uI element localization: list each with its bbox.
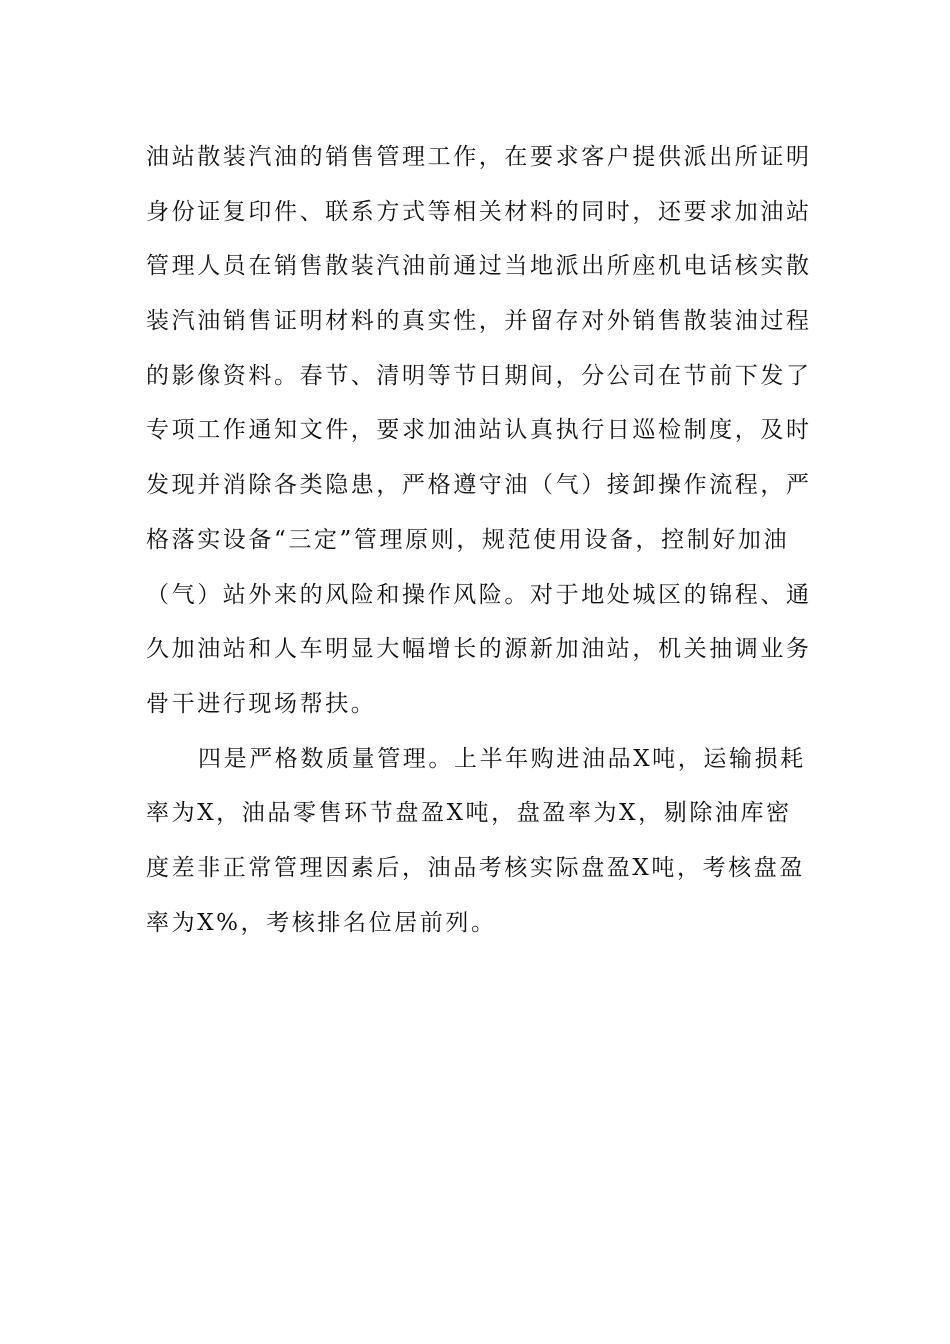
paragraph-fuel-sales [146,130,816,732]
text-line: 身份证复印件、联系方式等相关材料的同时，还要求加油站 [146,198,812,225]
text-line: 骨干进行现场帮扶。 [146,690,377,717]
text-line: 率为X%，考核排名位居前列。 [146,909,497,936]
paragraph-quality-management [146,732,816,951]
text-line: （气）站外来的风险和操作风险。对于地处城区的锦程、通 [146,581,812,608]
text-line: 久加油站和人车明显大幅增长的源新加油站，机关抽调业务 [146,636,812,663]
text-line: 专项工作通知文件，要求加油站认真执行日巡检制度，及时 [146,417,812,444]
text-line: 度差非正常管理因素后，油品考核实际盘盈X吨，考核盘盈 [146,854,805,881]
text-line: 格落实设备“三定”管理原则，规范使用设备，控制好加油 [146,526,790,553]
text-line: 管理人员在销售散装汽油前通过当地派出所座机电话核实散 [146,253,812,280]
text-line: 装汽油销售证明材料的真实性，并留存对外销售散装油过程 [146,308,812,335]
body-text [146,130,816,950]
text-line: 的影像资料。春节、清明等节日期间，分公司在节前下发了 [146,362,812,389]
text-line: 率为X，油品零售环节盘盈X吨，盘盈率为X，剔除油库密 [146,800,792,827]
text-line: 油站散装汽油的销售管理工作，在要求客户提供派出所证明 [146,144,812,170]
text-line: 发现并消除各类隐患，严格遵守油（气）接卸操作流程，严 [146,472,812,499]
text-line: 四是严格数质量管理。上半年购进油品X吨，运输损耗 [198,745,806,772]
